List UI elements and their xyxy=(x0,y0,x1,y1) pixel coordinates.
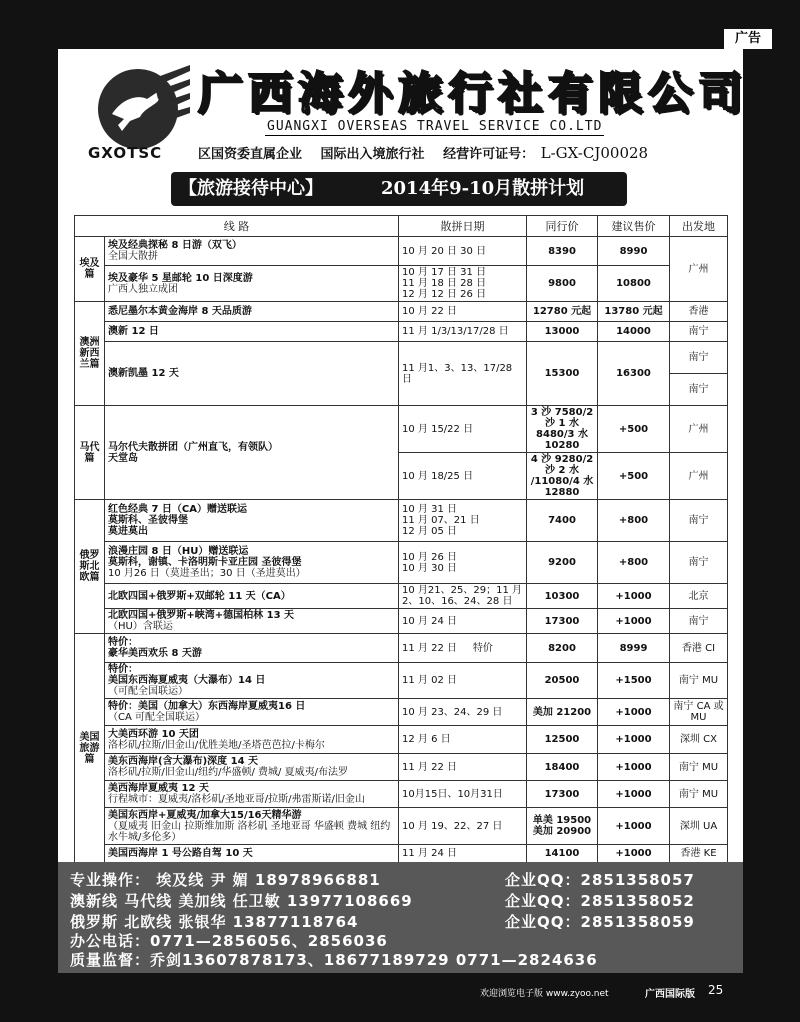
header-route: 线 路 xyxy=(75,216,399,237)
peer-price-cell: 12500 xyxy=(527,726,598,754)
schedule-table xyxy=(74,215,728,863)
date-cell: 10 月 31 日 11 月 07、21 日 12 月 05 日 xyxy=(399,500,527,542)
table-row xyxy=(75,781,728,808)
region-egypt: 埃及篇 xyxy=(75,237,105,302)
company-info-2: 国际出入境旅行社 xyxy=(320,147,425,162)
route-cell: 澳新 12 日 xyxy=(105,322,399,342)
table-row xyxy=(75,808,728,845)
company-name-en: GUANGXI OVERSEAS TRAVEL SERVICE CO.LTD xyxy=(267,119,603,134)
retail-price-cell: 8990 xyxy=(598,237,670,266)
retail-price-cell: +1500 xyxy=(598,663,670,699)
retail-price-cell: +1000 xyxy=(598,584,670,609)
header-retail-price: 建议售价 xyxy=(598,216,670,237)
retail-price-cell: 13780 元起 xyxy=(598,302,670,322)
region-maldives: 马代篇 xyxy=(75,406,105,500)
table-row xyxy=(75,726,728,754)
region-aus-nz: 澳洲新西兰篇 xyxy=(75,302,105,406)
peer-price-cell: 17300 xyxy=(527,609,598,634)
edition-mark: 广西国际版 xyxy=(645,989,695,1000)
date-cell: 10 月 22 日 xyxy=(399,302,527,322)
retail-price-cell: +500 xyxy=(598,453,670,500)
route-cell: 埃及豪华 5 星邮轮 10 日深度游 广西人独立成团 xyxy=(105,266,399,302)
route-cell: 马尔代夫散拼团（广州直飞，有领队） 天堂岛 xyxy=(105,406,399,500)
route-cell: 特价： 豪华美西欢乐 8 天游 xyxy=(105,634,399,663)
date-cell: 10 月 15/22 日 xyxy=(399,406,527,453)
peer-price-cell: 10300 xyxy=(527,584,598,609)
peer-price-cell: 单美 19500 美加 20900 xyxy=(527,808,598,845)
retail-price-cell: +1000 xyxy=(598,781,670,808)
website-strip: 欢迎浏览电子版 www.zyoo.net xyxy=(480,989,609,999)
company-name-cn: 广西海外旅行社有限公司 xyxy=(198,68,748,119)
retail-price-cell: +1000 xyxy=(598,845,670,863)
date-cell: 11 月 02 日 xyxy=(399,663,527,699)
departure-cell: 南宁 xyxy=(670,542,728,584)
retail-price-cell: 14000 xyxy=(598,322,670,342)
table-row xyxy=(75,584,728,609)
office-phone: 办公电话：0771—2856056、2856036 xyxy=(70,932,388,950)
retail-price-cell: 8999 xyxy=(598,634,670,663)
route-cell: 澳新凯墨 12 天 xyxy=(105,342,399,406)
contact-line-3: 俄罗斯 北欧线 张银华 13877118764 xyxy=(70,913,359,931)
peer-price-cell: 9800 xyxy=(527,266,598,302)
table-row xyxy=(75,663,728,699)
date-cell: 10 月 26 日 10 月 30 日 xyxy=(399,542,527,584)
table-row xyxy=(75,634,728,663)
date-cell: 10 月 19、22、27 日 xyxy=(399,808,527,845)
ad-panel xyxy=(58,49,748,973)
peer-price-cell: 美加 21200 xyxy=(527,699,598,726)
route-cell: 特价： 美国东西海夏威夷（大瀑布）14 日 （可配全国联运） xyxy=(105,663,399,699)
logo-text: GXOTSC xyxy=(88,144,163,162)
contact-line-2: 澳新线 马代线 美加线 任卫敏 13977108669 xyxy=(70,892,413,910)
qq-1: 企业QQ：2851358057 xyxy=(505,871,695,889)
departure-cell: 南宁 xyxy=(670,609,728,634)
company-info-1: 区国资委直属企业 xyxy=(198,147,303,162)
date-cell: 10 月 17 日 31 日 11 月 18 日 28 日 12 月 12 日 26 日 xyxy=(399,266,527,302)
plan-banner xyxy=(171,172,627,206)
retail-price-cell: +1000 xyxy=(598,609,670,634)
peer-price-cell: 8390 xyxy=(527,237,598,266)
route-cell: 美西海岸夏威夷 12 天 行程城市：夏威夷/洛杉矶/圣地亚哥/拉斯/弗雷斯诺/旧金山 xyxy=(105,781,399,808)
table-row xyxy=(75,845,728,863)
retail-price-cell: 10800 xyxy=(598,266,670,302)
date-cell: 10 月 24 日 xyxy=(399,609,527,634)
license-number: L-GX-CJ00028 xyxy=(540,144,649,162)
header-departure: 出发地 xyxy=(670,216,728,237)
peer-price-cell: 9200 xyxy=(527,542,598,584)
departure-cell: 南宁 xyxy=(670,322,728,342)
company-info xyxy=(198,143,662,162)
peer-price-cell: 18400 xyxy=(527,754,598,781)
date-cell: 10月15日、10月31日 xyxy=(399,781,527,808)
departure-cell: 香港 CI xyxy=(670,634,728,663)
departure-cell: 南宁 MU xyxy=(670,781,728,808)
route-cell: 北欧四国+俄罗斯+峡湾+德国柏林 13 天 （HU）含联运 xyxy=(105,609,399,634)
departure-cell: 南宁 xyxy=(670,374,728,406)
table-row xyxy=(75,266,728,302)
horse-logo-icon xyxy=(92,59,192,157)
retail-price-cell: +1000 xyxy=(598,754,670,781)
peer-price-cell: 15300 xyxy=(527,342,598,406)
table-row xyxy=(75,322,728,342)
table-header-row xyxy=(75,216,728,237)
table-row xyxy=(75,542,728,584)
table-row xyxy=(75,406,728,453)
departure-cell: 南宁 MU xyxy=(670,663,728,699)
date-cell: 11 月1、3、13、17/28 日 xyxy=(399,342,527,406)
region-russia-nordic: 俄罗斯北欧篇 xyxy=(75,500,105,634)
departure-cell: 香港 xyxy=(670,302,728,322)
peer-price-cell: 14100 xyxy=(527,845,598,863)
route-cell: 埃及经典探秘 8 日游（双飞） 全国大散拼 xyxy=(105,237,399,266)
page-number: 25 xyxy=(708,983,724,997)
retail-price-cell: +800 xyxy=(598,542,670,584)
departure-cell: 广州 xyxy=(670,406,728,453)
retail-price-cell: +1000 xyxy=(598,726,670,754)
route-cell: 浪漫庄园 8 日（HU）赠送联运 莫斯科，谢镇、卡洛明斯卡亚庄园 圣彼得堡 10 月26 日（莫进圣出；30 日（圣进莫出） xyxy=(105,542,399,584)
peer-price-cell: 3 沙 7580/2 沙 1 水 8480/3 水 10280 xyxy=(527,406,598,453)
company-info-3: 经营许可证号： xyxy=(443,147,535,162)
peer-price-cell: 12780 元起 xyxy=(527,302,598,322)
date-cell: 11 月 24 日 xyxy=(399,845,527,863)
peer-price-cell: 4 沙 9280/2 沙 2 水 /11080/4 水 12880 xyxy=(527,453,598,500)
departure-cell: 广州 xyxy=(670,237,728,302)
banner-right: 2014年9-10月散拼计划 xyxy=(381,178,585,199)
departure-cell: 南宁 xyxy=(670,500,728,542)
route-cell: 美国西海岸 1 号公路自驾 10 天 xyxy=(105,845,399,863)
peer-price-cell: 13000 xyxy=(527,322,598,342)
region-usa: 美国旅游篇 xyxy=(75,634,105,863)
table-row xyxy=(75,609,728,634)
table-row xyxy=(75,754,728,781)
route-cell: 特价：美国（加拿大）东西海岸夏威夷16 日 （CA 可配全国联运） xyxy=(105,699,399,726)
date-cell: 10 月21、25、29；11 月 2、10、16、24、28 日 xyxy=(399,584,527,609)
header-peer-price: 同行价 xyxy=(527,216,598,237)
route-cell: 红色经典 7 日（CA）赠送联运 莫斯科、圣彼得堡 莫进莫出 xyxy=(105,500,399,542)
departure-cell: 广州 xyxy=(670,453,728,500)
date-cell: 11 月 22 日 特价 xyxy=(399,634,527,663)
table-row xyxy=(75,302,728,322)
departure-cell: 南宁 CA 或 MU xyxy=(670,699,728,726)
qq-3: 企业QQ：2851358059 xyxy=(505,913,695,931)
departure-cell: 深圳 CX xyxy=(670,726,728,754)
route-cell: 大美西环游 10 天团 洛杉矶/拉斯/旧金山/优胜美地/圣塔芭芭拉/卡梅尔 xyxy=(105,726,399,754)
departure-cell: 南宁 MU xyxy=(670,754,728,781)
qq-2: 企业QQ：2851358052 xyxy=(505,892,695,910)
contact-footer xyxy=(58,862,743,973)
date-cell: 10 月 18/25 日 xyxy=(399,453,527,500)
route-cell: 美东西海岸(含大瀑布)深度 14 天 洛杉矶/拉斯/旧金山/纽约/华盛顿/ 费城/ 夏威夷/布法罗 xyxy=(105,754,399,781)
route-cell: 美国东西岸+夏威夷/加拿大15/16天精华游 （夏威夷 旧金山 拉斯维加斯 洛杉矶 圣地亚哥 华盛顿 费城 纽约 水牛城/多伦多） xyxy=(105,808,399,845)
banner-left: 【旅游接待中心】 xyxy=(179,178,323,199)
retail-price-cell: +800 xyxy=(598,500,670,542)
date-cell: 11 月 22 日 xyxy=(399,754,527,781)
retail-price-cell: +1000 xyxy=(598,808,670,845)
date-cell: 11 月 1/3/13/17/28 日 xyxy=(399,322,527,342)
ad-tag: 广告 xyxy=(724,29,772,49)
contact-line-1: 专业操作： 埃及线 尹 媚 18978966881 xyxy=(70,871,381,889)
retail-price-cell: 16300 xyxy=(598,342,670,406)
peer-price-cell: 8200 xyxy=(527,634,598,663)
header-date: 散拼日期 xyxy=(399,216,527,237)
departure-cell: 南宁 xyxy=(670,342,728,374)
table-row xyxy=(75,237,728,266)
table-row xyxy=(75,500,728,542)
departure-cell: 深圳 UA xyxy=(670,808,728,845)
table-row xyxy=(75,699,728,726)
peer-price-cell: 20500 xyxy=(527,663,598,699)
date-cell: 12 月 6 日 xyxy=(399,726,527,754)
retail-price-cell: +500 xyxy=(598,406,670,453)
date-cell: 10 月 20 日 30 日 xyxy=(399,237,527,266)
quality-supervision: 质量监督：乔剑13607878173、18677189729 0771—2824636 xyxy=(70,951,598,969)
route-cell: 悉尼墨尔本黄金海岸 8 天品质游 xyxy=(105,302,399,322)
departure-cell: 香港 KE xyxy=(670,845,728,863)
date-cell: 10 月 23、24、29 日 xyxy=(399,699,527,726)
route-cell: 北欧四国+俄罗斯+双邮轮 11 天（CA） xyxy=(105,584,399,609)
peer-price-cell: 17300 xyxy=(527,781,598,808)
table-row xyxy=(75,342,728,374)
retail-price-cell: +1000 xyxy=(598,699,670,726)
peer-price-cell: 7400 xyxy=(527,500,598,542)
departure-cell: 北京 xyxy=(670,584,728,609)
